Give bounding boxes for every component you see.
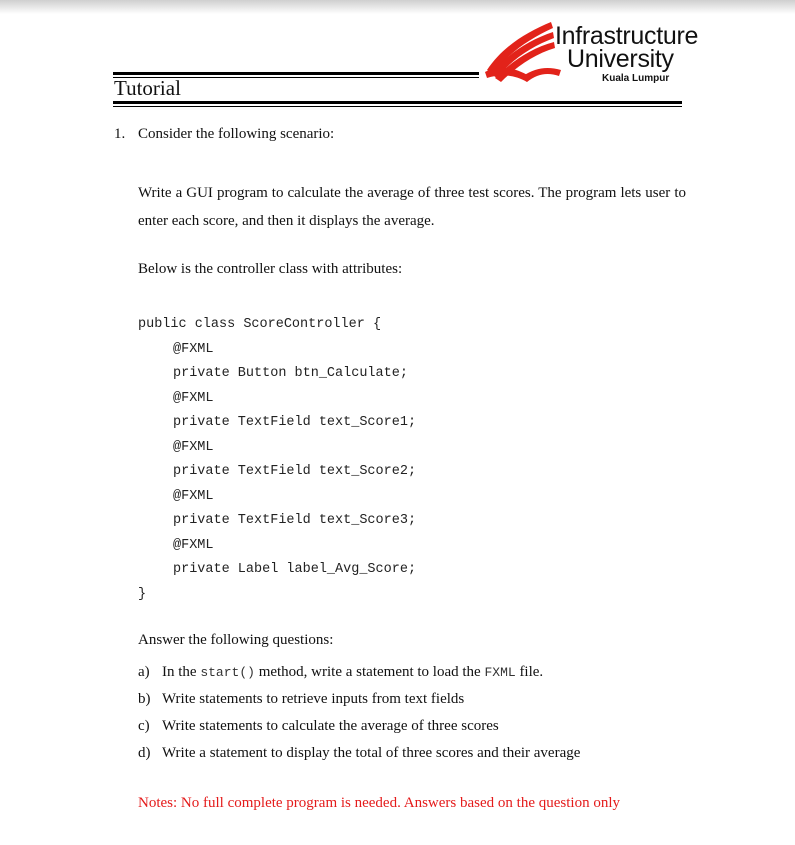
code-line: private TextField text_Score3; <box>173 513 417 528</box>
question-intro: Consider the following scenario: <box>138 126 335 142</box>
list-item-a <box>138 659 580 686</box>
answer-intro: Answer the following questions: <box>138 632 334 648</box>
logo-text-university: University <box>567 45 674 73</box>
question-list <box>138 659 580 767</box>
item-text: Write statements to retrieve inputs from text fields <box>162 691 465 707</box>
item-text: Write statements to calculate the average of three scores <box>162 718 499 734</box>
item-text-pre: In the <box>162 664 201 680</box>
code-line: private TextField text_Score2; <box>173 464 417 479</box>
code-line: @FXML <box>173 390 214 406</box>
page-top-shadow <box>0 0 795 14</box>
item-code-fxml: FXML <box>484 665 516 680</box>
item-text-mid: method, write a statement to load the <box>254 664 485 680</box>
code-line: @FXML <box>173 488 214 504</box>
page-title: Tutorial <box>114 76 181 100</box>
item-code-start: start() <box>200 665 255 680</box>
item-text: Write a statement to display the total of three scores and their average <box>162 745 581 761</box>
code-line: @FXML <box>173 537 214 553</box>
code-line: private Button btn_Calculate; <box>173 366 408 381</box>
controller-intro: Below is the controller class with attributes: <box>138 261 403 277</box>
scenario-paragraph: Write a GUI program to calculate the average of three test scores. The program lets user to enter each score, and then it displays the average. <box>138 185 686 229</box>
title-rule-thin <box>113 106 682 107</box>
item-label: b) <box>138 691 151 707</box>
code-line: @FXML <box>173 439 214 455</box>
university-logo <box>483 18 723 90</box>
code-line: @FXML <box>173 341 214 357</box>
list-item-d <box>138 740 580 767</box>
list-item-c <box>138 713 580 740</box>
code-line: private TextField text_Score1; <box>173 415 417 430</box>
title-rule-thick <box>113 101 682 104</box>
item-label: c) <box>138 718 150 734</box>
code-block <box>138 313 416 607</box>
question-number: 1. <box>114 126 126 142</box>
header-rule-thick <box>113 72 479 75</box>
code-line-open: public class ScoreController { <box>138 317 382 332</box>
code-line: private Label label_Avg_Score; <box>173 562 417 577</box>
item-label: a) <box>138 664 150 680</box>
list-item-b <box>138 686 580 713</box>
item-text-post: file. <box>515 664 544 680</box>
item-label: d) <box>138 745 151 761</box>
logo-text-kuala-lumpur: Kuala Lumpur <box>602 73 670 84</box>
logo-text-infrastructure: Infrastructure <box>555 22 699 50</box>
notes-text: Notes: No full complete program is needed. Answers based on the question only <box>138 795 620 811</box>
logo-book-icon <box>483 18 563 86</box>
code-line-close: } <box>138 586 147 602</box>
